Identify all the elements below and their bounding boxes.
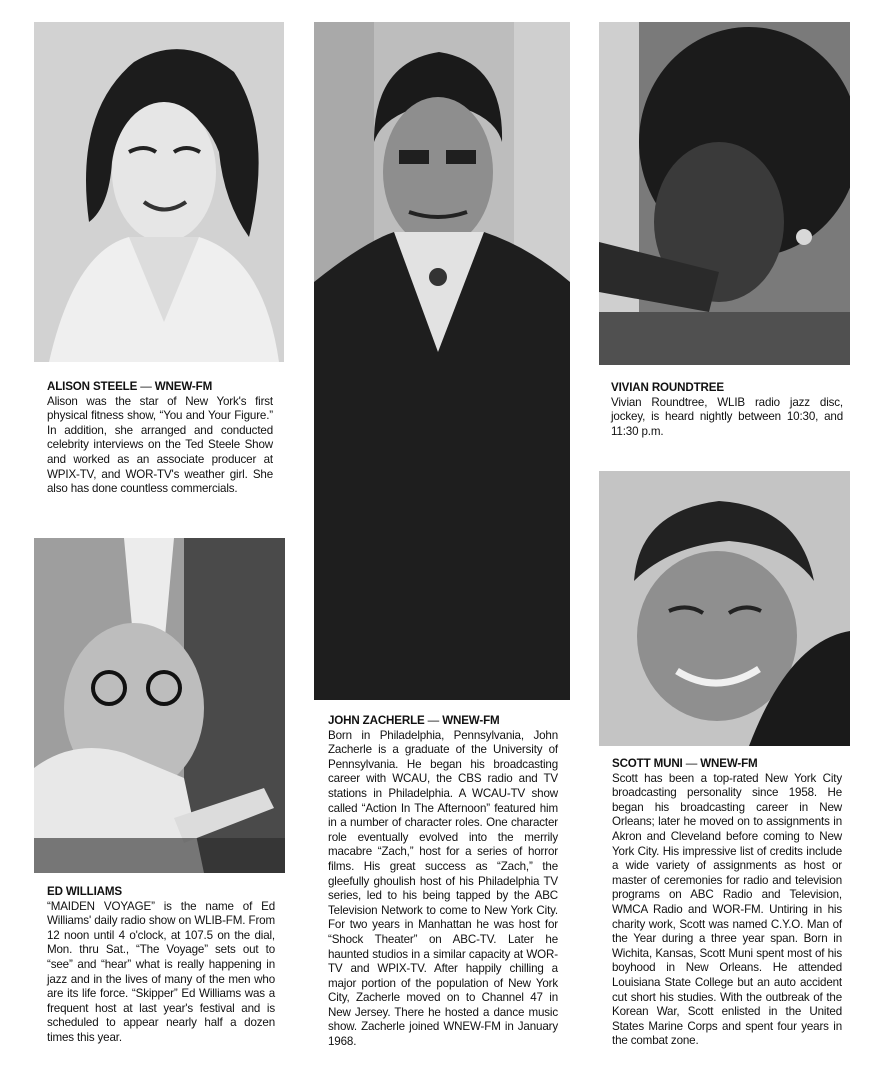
scott-muni-text: Scott has been a top-rated New York City broadcasting personality since 1958. He began his broadcasting career in New Orleans; later he moved on to assignments in Akron and Cleveland before coming to New York City. His impressive list of credits include a wide variety of assignments as host or master of ceremonies for radio and television programs on ABC Radio and Television, WMCA Radio and WOR-FM. Untiring in his charity work, Scott was named C.Y.O. Man of the Year during a three year span. Born in Wichita, Kansas, Scott Muni spent most of his boyhood in New Orleans. He attended Louisiana State College but an auto accident cut short his studies. With the outbreak of the Korean War, Scott enlisted in the United States Marine Corps and spent four years in the combat zone.: [612, 771, 842, 1048]
ed-williams-name: ED WILLIAMS: [47, 885, 122, 898]
scott-muni-heading: SCOTT MUNI — WNEW-FM: [612, 757, 758, 770]
alison-steele-photo: [34, 22, 284, 362]
vivian-roundtree-photo: [599, 22, 850, 365]
john-zacherle-photo: [314, 22, 570, 700]
alison-steele-heading: ALISON STEELE — WNEW-FM: [47, 380, 213, 393]
john-zacherle-bio: [328, 714, 558, 1050]
vivian-roundtree-bio: [611, 381, 843, 439]
ed-williams-text: “MAIDEN VOYAGE” is the name of Ed Williams' daily radio show on WLIB-FM. From 12 noon until 4 o'clock, at 107.5 on the dial, Mon. thru Sat., “The Voyage” sets out to “see” and “hear” what is really happening in jazz and in the lives of many of the men who are its life force. “Skipper” Ed Williams was a frequent host at last year's festival and is scheduled to appear nearly half a dozen times this year.: [47, 899, 275, 1044]
john-zacherle-station: WNEW-FM: [442, 714, 500, 727]
alison-steele-text: Alison was the star of New York's first physical fitness show, “You and Your Figure.” In addition, she arranged and conducted celebrity interviews on the Ted Steele Show and worked as an associate producer at WPIX-TV, and WOR-TV's weather girl. She also has done countless commercials.: [47, 394, 273, 496]
vivian-roundtree-name: VIVIAN ROUNDTREE: [611, 381, 724, 394]
scott-muni-photo: [599, 471, 850, 746]
vivian-roundtree-heading: [611, 381, 843, 396]
alison-steele-bio: [47, 380, 273, 497]
vivian-roundtree-text: Vivian Roundtree, WLIB radio jazz disc, jockey, is heard nightly between 10:30, and 11:30 p.m.: [611, 395, 843, 438]
ed-williams-bio: [47, 885, 275, 1046]
john-zacherle-text: Born in Philadelphia, Pennsylvania, John Zacherle is a graduate of the University of Pennsylvania. He began his broadcasting career with WCAU, the CBS radio and TV stations in Philadelphia. A WCAU-TV show called “Action In The Afternoon” featured him in a number of character roles. One character role eventually evolved into the merrily macabre “Zach,” host for a series of horror films. His great success as “Zach,” the gleefully ghoulish host of his Philadelphia TV series, led to his being tapped by the ABC Television Network to come to New York City. For two years in Manhattan he was host for “Shock Theater” on ABC-TV. Later he haunted studios in a similar capacity at WOR-TV and WPIX-TV. After happily chilling a major portion of the population of New York City, Zacherle moved on to Channel 47 in New Jersey. There he hosted a dance music show. Zacherle joined WNEW-FM in January 1968.: [328, 728, 558, 1049]
john-zacherle-heading: JOHN ZACHERLE — WNEW-FM: [328, 714, 500, 727]
alison-steele-station: WNEW-FM: [154, 380, 213, 393]
scott-muni-bio: [612, 757, 842, 1049]
scott-muni-name: SCOTT MUNI: [612, 757, 683, 770]
scott-muni-station: WNEW-FM: [700, 757, 758, 770]
ed-williams-heading: [47, 885, 275, 900]
john-zacherle-name: JOHN ZACHERLE: [328, 714, 425, 727]
alison-steele-name: ALISON STEELE: [47, 380, 138, 393]
ed-williams-photo: [34, 538, 285, 873]
